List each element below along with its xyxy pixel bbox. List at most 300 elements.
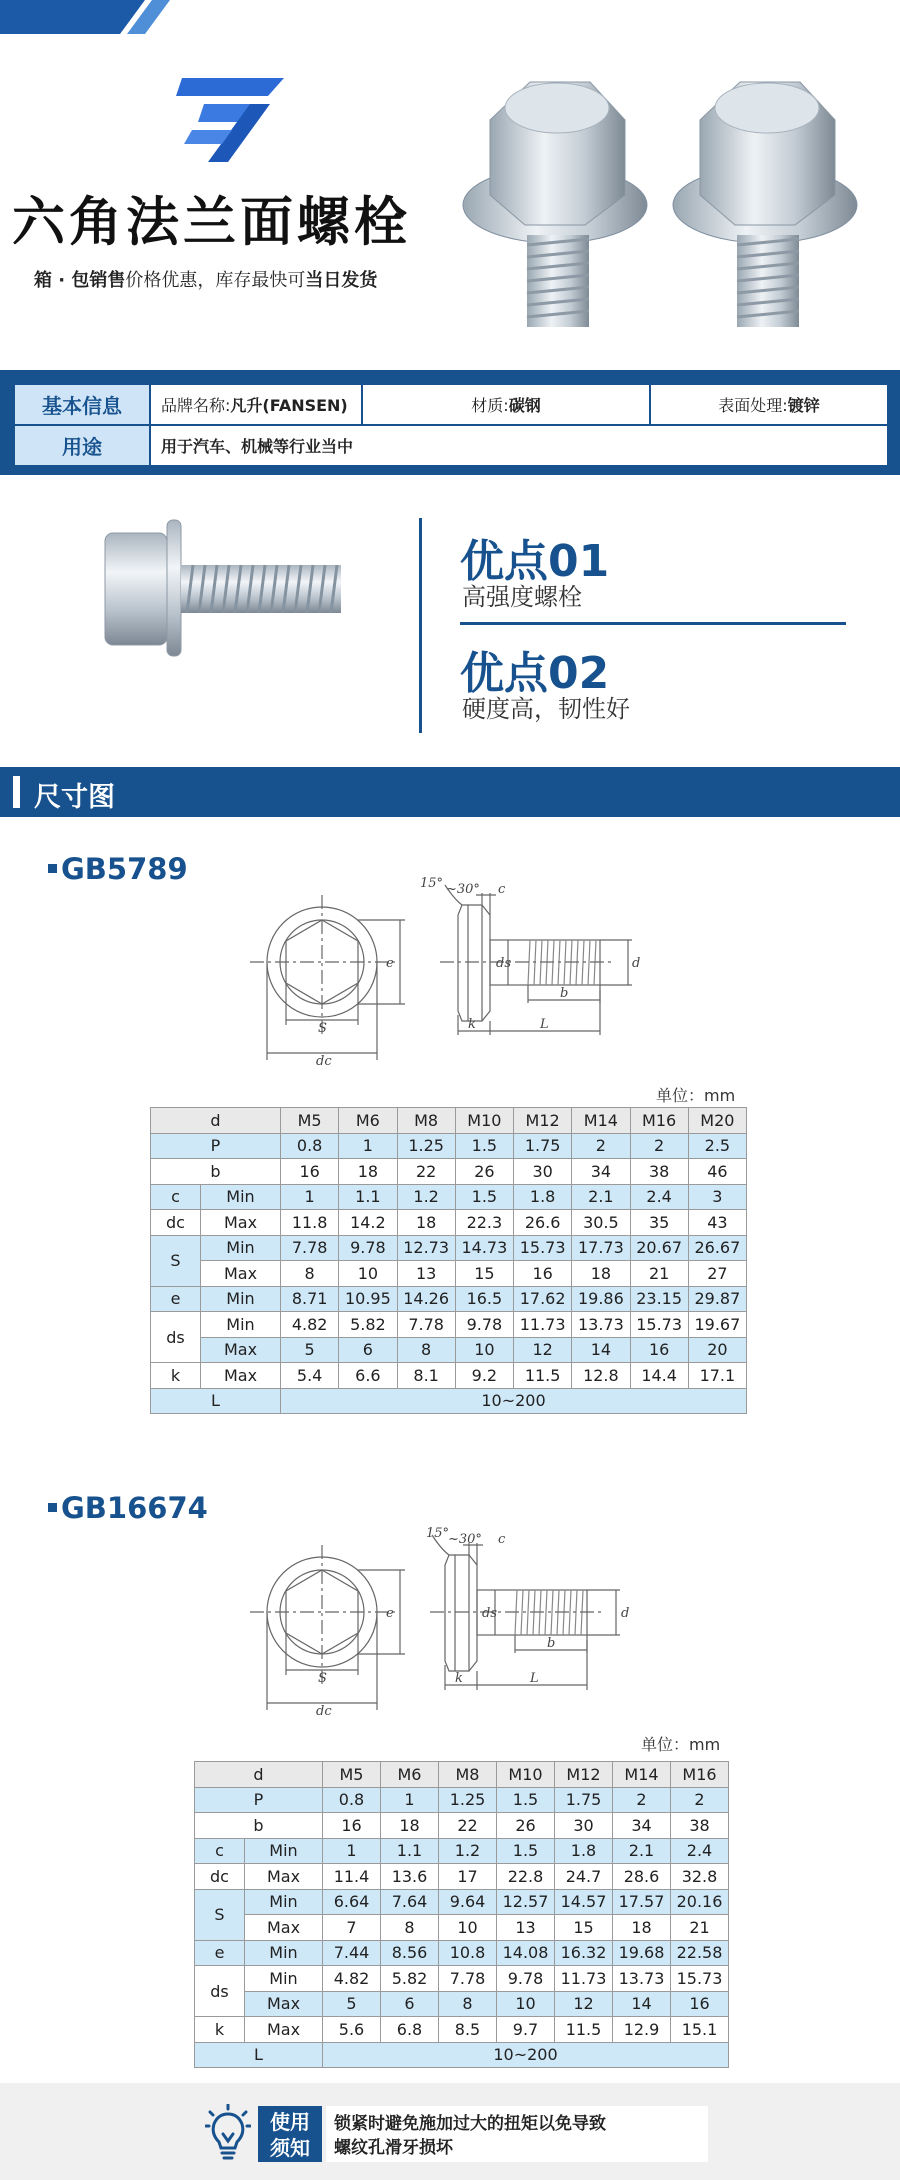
table-cell: M5 — [281, 1108, 339, 1134]
table-cell: 15.1 — [671, 2017, 729, 2043]
table-cell: 14 — [613, 1991, 671, 2017]
label-ds: ds — [482, 1606, 497, 1621]
table-cell: Min — [245, 1838, 323, 1864]
table-cell: L — [151, 1388, 281, 1414]
label-30deg: ~30° — [446, 882, 480, 897]
table-cell: 35 — [630, 1210, 688, 1236]
subtitle-bold-1: 箱 · 包销售 — [34, 270, 126, 291]
basic-info-table — [13, 383, 889, 467]
table-cell: 23.15 — [630, 1286, 688, 1312]
table-cell: Min — [201, 1184, 281, 1210]
table-cell: 9.78 — [339, 1235, 397, 1261]
brand-logo — [172, 70, 292, 165]
table-cell: 18 — [397, 1210, 455, 1236]
label-ds: ds — [496, 956, 511, 971]
table-cell: 11.4 — [323, 1864, 381, 1890]
table-cell: 10~200 — [281, 1388, 747, 1414]
table-cell: 13 — [497, 1915, 555, 1941]
table-cell: 5.82 — [339, 1312, 397, 1338]
lightbulb-icon — [205, 2104, 251, 2164]
label-b: b — [560, 986, 569, 1001]
table-cell: Max — [245, 2017, 323, 2043]
table-cell: ds — [151, 1312, 201, 1363]
table-cell: 22.8 — [497, 1864, 555, 1890]
table-cell: 4.82 — [281, 1312, 339, 1338]
table-cell: M12 — [514, 1108, 572, 1134]
label-k: k — [455, 1671, 463, 1686]
label-e: e — [386, 956, 394, 971]
table-cell: Max — [245, 1864, 323, 1890]
text-line: 须知 — [270, 2136, 310, 2160]
table-cell: 2 — [671, 1787, 729, 1813]
table-cell: 29.87 — [688, 1286, 746, 1312]
table-cell: 1 — [339, 1133, 397, 1159]
table-cell: 6.8 — [381, 2017, 439, 2043]
advantage-1-desc: 高强度螺栓 — [462, 583, 582, 611]
table-cell: 26.67 — [688, 1235, 746, 1261]
table-cell: 18 — [339, 1159, 397, 1185]
table-header-row — [195, 1762, 729, 1788]
page-title: 六角法兰面螺栓 — [12, 192, 411, 253]
table-cell: P — [195, 1787, 323, 1813]
table-cell: 18 — [613, 1915, 671, 1941]
table-cell: 9.78 — [497, 1966, 555, 1992]
label-L: L — [540, 1017, 549, 1032]
table-cell: 17.62 — [514, 1286, 572, 1312]
advantages-divider — [419, 518, 422, 733]
table-cell: M6 — [339, 1108, 397, 1134]
brand-cell — [150, 384, 362, 425]
table-cell: 12.8 — [572, 1363, 630, 1389]
bolt-side-photo — [95, 515, 345, 660]
text-line: 使用 — [270, 2110, 310, 2134]
section-title: 尺寸图 — [34, 782, 115, 813]
label-d: d — [632, 956, 641, 971]
table-cell: 10 — [439, 1915, 497, 1941]
label-k: k — [468, 1017, 476, 1032]
label-15deg: 15° — [420, 876, 444, 891]
table-cell: 1.2 — [439, 1838, 497, 1864]
table-cell: 13.73 — [572, 1312, 630, 1338]
table-cell: 11.73 — [555, 1966, 613, 1992]
table-cell: 2 — [630, 1133, 688, 1159]
table-row — [151, 1159, 747, 1185]
table-cell: 9.78 — [455, 1312, 513, 1338]
table-cell: 8 — [397, 1337, 455, 1363]
table-cell: 15.73 — [514, 1235, 572, 1261]
table-cell: 12.9 — [613, 2017, 671, 2043]
table-cell: 7.78 — [281, 1235, 339, 1261]
text-line — [48, 864, 57, 873]
table-cell: 1 — [323, 1838, 381, 1864]
table-cell: M20 — [688, 1108, 746, 1134]
table-cell: 9.2 — [455, 1363, 513, 1389]
gb5789-drawing — [240, 875, 660, 1070]
table-cell: 22.58 — [671, 1940, 729, 1966]
table-cell: Min — [201, 1312, 281, 1338]
info-text: 镀锌 — [787, 396, 820, 415]
table-cell: M12 — [555, 1762, 613, 1788]
table-cell: Min — [245, 1889, 323, 1915]
table-cell: 2.5 — [688, 1133, 746, 1159]
table-cell: 6.6 — [339, 1363, 397, 1389]
table-row — [195, 1838, 729, 1864]
table-cell: e — [195, 1940, 245, 1966]
table-cell: 21 — [630, 1261, 688, 1287]
table-cell: Min — [245, 1940, 323, 1966]
table-cell: 1.25 — [439, 1787, 497, 1813]
table-cell: 26.6 — [514, 1210, 572, 1236]
table-cell: k — [151, 1363, 201, 1389]
table-cell: 5.6 — [323, 2017, 381, 2043]
table-cell: 2 — [613, 1787, 671, 1813]
table-cell: 16.32 — [555, 1940, 613, 1966]
table-cell: 9.7 — [497, 2017, 555, 2043]
table-cell: 0.8 — [323, 1787, 381, 1813]
table-row — [195, 1940, 729, 1966]
table-cell: 2.1 — [613, 1838, 671, 1864]
label-30deg: ~30° — [448, 1532, 482, 1547]
table-cell: P — [151, 1133, 281, 1159]
text-line: GB5789 — [61, 852, 188, 886]
table-row — [195, 1915, 729, 1941]
table-cell: 1.75 — [555, 1787, 613, 1813]
table-cell: 30 — [514, 1159, 572, 1185]
info-text: 材质: — [471, 396, 509, 415]
table-row — [195, 1864, 729, 1890]
table-cell: 11.73 — [514, 1312, 572, 1338]
table-row — [151, 1337, 747, 1363]
section-marker — [13, 776, 20, 808]
advantages-separator — [460, 622, 846, 625]
table-cell: 18 — [572, 1261, 630, 1287]
table-cell: 5.82 — [381, 1966, 439, 1992]
table-cell: 16 — [281, 1159, 339, 1185]
table-cell: 2 — [572, 1133, 630, 1159]
table-cell: 32.8 — [671, 1864, 729, 1890]
table-header-row — [151, 1108, 747, 1134]
table-cell: 17.57 — [613, 1889, 671, 1915]
table-cell: c — [195, 1838, 245, 1864]
label-L: L — [530, 1671, 539, 1686]
table-cell: 1 — [381, 1787, 439, 1813]
table-cell: 16.5 — [455, 1286, 513, 1312]
table-cell: 15 — [455, 1261, 513, 1287]
section-header — [0, 767, 900, 817]
table-cell: 10 — [497, 1991, 555, 2017]
table-cell: Max — [201, 1363, 281, 1389]
table-cell: 12 — [555, 1991, 613, 2017]
table-cell: d — [195, 1762, 323, 1788]
label-dc: dc — [316, 1054, 332, 1069]
label-e: e — [386, 1606, 394, 1621]
usage-notice-badge — [258, 2106, 322, 2162]
table-cell: S — [151, 1235, 201, 1286]
table-row — [195, 1787, 729, 1813]
table-cell: M16 — [630, 1108, 688, 1134]
info-text: 表面处理: — [718, 396, 788, 415]
label-dc: dc — [316, 1704, 332, 1719]
hero-subtitle — [34, 266, 377, 292]
table-row — [151, 1312, 747, 1338]
subtitle-plain: 价格优惠，库存最快可 — [125, 270, 306, 291]
table-cell: 1.8 — [555, 1838, 613, 1864]
table-cell: 10.95 — [339, 1286, 397, 1312]
subtitle-bold-2: 当日发货 — [305, 270, 378, 291]
table-cell: Max — [245, 1991, 323, 2017]
surface-cell — [650, 384, 888, 425]
table-cell: 16 — [323, 1813, 381, 1839]
table-cell: 14.2 — [339, 1210, 397, 1236]
table-cell: 19.67 — [688, 1312, 746, 1338]
table-row — [195, 1966, 729, 1992]
table-cell: 1.75 — [514, 1133, 572, 1159]
table-cell: 1.5 — [455, 1184, 513, 1210]
label-15deg: 15° — [426, 1526, 450, 1541]
table-cell: M14 — [613, 1762, 671, 1788]
table-cell: 6.64 — [323, 1889, 381, 1915]
basic-info-label: 基本信息 — [14, 384, 150, 425]
gb5789-unit: 单位：mm — [656, 1086, 736, 1105]
table-cell: 26 — [455, 1159, 513, 1185]
table-cell: 46 — [688, 1159, 746, 1185]
table-cell: S — [195, 1889, 245, 1940]
table-row — [151, 1363, 747, 1389]
table-cell: 43 — [688, 1210, 746, 1236]
table-cell: 14.26 — [397, 1286, 455, 1312]
table-cell: 1.8 — [514, 1184, 572, 1210]
label-c: c — [498, 882, 506, 897]
table-cell: ds — [195, 1966, 245, 2017]
table-row — [151, 1286, 747, 1312]
table-cell: 30 — [555, 1813, 613, 1839]
info-text: 品牌名称: — [161, 396, 231, 415]
table-cell: 4.82 — [323, 1966, 381, 1992]
table-cell: 1.25 — [397, 1133, 455, 1159]
table-cell: 11.5 — [514, 1363, 572, 1389]
table-cell: b — [151, 1159, 281, 1185]
table-cell: 22 — [397, 1159, 455, 1185]
usage-label: 用途 — [14, 425, 150, 466]
table-cell: 7.78 — [397, 1312, 455, 1338]
table-cell: Max — [201, 1337, 281, 1363]
table-cell: 5 — [281, 1337, 339, 1363]
table-cell: 1.2 — [397, 1184, 455, 1210]
info-text: 凡升(FANSEN) — [230, 396, 348, 415]
table-cell: 6 — [381, 1991, 439, 2017]
table-cell: 5.4 — [281, 1363, 339, 1389]
table-cell: 19.68 — [613, 1940, 671, 1966]
table-cell: 22.3 — [455, 1210, 513, 1236]
gb5789-table — [150, 1107, 747, 1414]
table-cell: 10~200 — [323, 2042, 729, 2068]
table-cell: 27 — [688, 1261, 746, 1287]
table-cell: 12.57 — [497, 1889, 555, 1915]
gb16674-table — [194, 1761, 729, 2068]
table-cell: 26 — [497, 1813, 555, 1839]
table-cell: 17.73 — [572, 1235, 630, 1261]
table-cell: 7.44 — [323, 1940, 381, 1966]
table-cell: 8 — [381, 1915, 439, 1941]
label-b: b — [547, 1636, 556, 1651]
table-cell: 22 — [439, 1813, 497, 1839]
text-line — [48, 1503, 57, 1512]
table-cell: M6 — [381, 1762, 439, 1788]
table-cell: 15.73 — [671, 1966, 729, 1992]
table-cell: 8.56 — [381, 1940, 439, 1966]
table-row — [151, 1133, 747, 1159]
table-cell: 16 — [671, 1991, 729, 2017]
table-cell: dc — [151, 1210, 201, 1236]
table-cell: 24.7 — [555, 1864, 613, 1890]
material-cell — [362, 384, 650, 425]
table-cell: 14.57 — [555, 1889, 613, 1915]
table-row — [195, 1889, 729, 1915]
table-cell: L — [195, 2042, 323, 2068]
table-cell: 8.5 — [439, 2017, 497, 2043]
table-cell: M10 — [497, 1762, 555, 1788]
table-cell: c — [151, 1184, 201, 1210]
table-cell: Min — [201, 1286, 281, 1312]
table-cell: 14.4 — [630, 1363, 688, 1389]
table-cell: 16 — [630, 1337, 688, 1363]
table-cell: 5 — [323, 1991, 381, 2017]
table-cell: 13 — [397, 1261, 455, 1287]
table-cell: 3 — [688, 1184, 746, 1210]
table-cell: 21 — [671, 1915, 729, 1941]
table-row — [151, 1210, 747, 1236]
table-cell: 8.1 — [397, 1363, 455, 1389]
table-cell: 2.4 — [671, 1838, 729, 1864]
table-cell: 38 — [630, 1159, 688, 1185]
gb16674-title — [48, 1491, 208, 1525]
bolt-photo-2 — [665, 60, 865, 330]
table-cell: 1.1 — [339, 1184, 397, 1210]
usage-value — [150, 425, 888, 466]
info-text: 碳钢 — [508, 396, 541, 415]
table-row — [195, 2017, 729, 2043]
text-line: 螺纹孔滑牙损坏 — [334, 2138, 453, 2158]
table-cell: 1.5 — [497, 1838, 555, 1864]
table-cell: 2.4 — [630, 1184, 688, 1210]
table-cell: 7.64 — [381, 1889, 439, 1915]
table-cell: 28.6 — [613, 1864, 671, 1890]
table-cell: M14 — [572, 1108, 630, 1134]
table-cell: k — [195, 2017, 245, 2043]
table-cell: 34 — [613, 1813, 671, 1839]
table-cell: 7.78 — [439, 1966, 497, 1992]
table-cell: dc — [195, 1864, 245, 1890]
table-cell: 8 — [281, 1261, 339, 1287]
info-text: 用于汽车、机械等行业当中 — [161, 437, 354, 456]
table-cell: 11.8 — [281, 1210, 339, 1236]
table-cell: 15 — [555, 1915, 613, 1941]
text-line: GB16674 — [61, 1491, 208, 1525]
table-cell: 14 — [572, 1337, 630, 1363]
table-cell: 0.8 — [281, 1133, 339, 1159]
table-cell: 12 — [514, 1337, 572, 1363]
table-cell: 8 — [439, 1991, 497, 2017]
table-cell: Min — [201, 1235, 281, 1261]
table-cell: 12.73 — [397, 1235, 455, 1261]
table-cell: Min — [245, 1966, 323, 1992]
table-cell: d — [151, 1108, 281, 1134]
table-cell: 10 — [455, 1337, 513, 1363]
table-cell: 38 — [671, 1813, 729, 1839]
table-row — [195, 2042, 729, 2068]
table-cell: Max — [245, 1915, 323, 1941]
table-cell: 15.73 — [630, 1312, 688, 1338]
table-cell: 10.8 — [439, 1940, 497, 1966]
table-cell: Max — [201, 1261, 281, 1287]
table-cell: 14.73 — [455, 1235, 513, 1261]
table-cell: 34 — [572, 1159, 630, 1185]
table-cell: 13.6 — [381, 1864, 439, 1890]
table-cell: 18 — [381, 1813, 439, 1839]
table-cell: 19.86 — [572, 1286, 630, 1312]
table-row — [195, 1991, 729, 2017]
label-d: d — [621, 1606, 630, 1621]
advantage-1-title: 优点01 — [460, 536, 610, 587]
label-S: S — [318, 1021, 327, 1036]
table-cell: 1.1 — [381, 1838, 439, 1864]
table-cell: 1 — [281, 1184, 339, 1210]
table-cell: Max — [201, 1210, 281, 1236]
table-cell: 16 — [514, 1261, 572, 1287]
gb5789-title — [48, 852, 188, 886]
table-cell: 30.5 — [572, 1210, 630, 1236]
table-row — [151, 1235, 747, 1261]
table-cell: 10 — [339, 1261, 397, 1287]
table-cell: 14.08 — [497, 1940, 555, 1966]
table-row — [151, 1184, 747, 1210]
table-cell: 20 — [688, 1337, 746, 1363]
table-cell: 1.5 — [455, 1133, 513, 1159]
table-cell: 17.1 — [688, 1363, 746, 1389]
table-cell: M10 — [455, 1108, 513, 1134]
advantage-2-desc: 硬度高，韧性好 — [462, 695, 630, 723]
table-row — [195, 1813, 729, 1839]
table-cell: M16 — [671, 1762, 729, 1788]
table-cell: 20.67 — [630, 1235, 688, 1261]
label-c: c — [498, 1532, 506, 1547]
text-line: 锁紧时避免施加过大的扭矩以免导致 — [334, 2114, 606, 2134]
table-cell: 8.71 — [281, 1286, 339, 1312]
notice-text — [334, 2112, 606, 2160]
table-cell: e — [151, 1286, 201, 1312]
table-row — [151, 1388, 747, 1414]
table-cell: 11.5 — [555, 2017, 613, 2043]
table-cell: M8 — [397, 1108, 455, 1134]
table-cell: 9.64 — [439, 1889, 497, 1915]
advantage-2-title: 优点02 — [460, 648, 610, 699]
label-S: S — [318, 1671, 327, 1686]
gb16674-unit: 单位：mm — [641, 1735, 721, 1754]
table-cell: 2.1 — [572, 1184, 630, 1210]
table-cell: 17 — [439, 1864, 497, 1890]
table-cell: 1.5 — [497, 1787, 555, 1813]
table-cell: b — [195, 1813, 323, 1839]
table-cell: M8 — [439, 1762, 497, 1788]
table-cell: 7 — [323, 1915, 381, 1941]
corner-stripe-decoration — [0, 0, 180, 34]
table-cell: 6 — [339, 1337, 397, 1363]
table-row — [151, 1261, 747, 1287]
bolt-photo-1 — [455, 60, 655, 330]
table-cell: 20.16 — [671, 1889, 729, 1915]
table-cell: 13.73 — [613, 1966, 671, 1992]
gb16674-drawing — [240, 1525, 660, 1720]
